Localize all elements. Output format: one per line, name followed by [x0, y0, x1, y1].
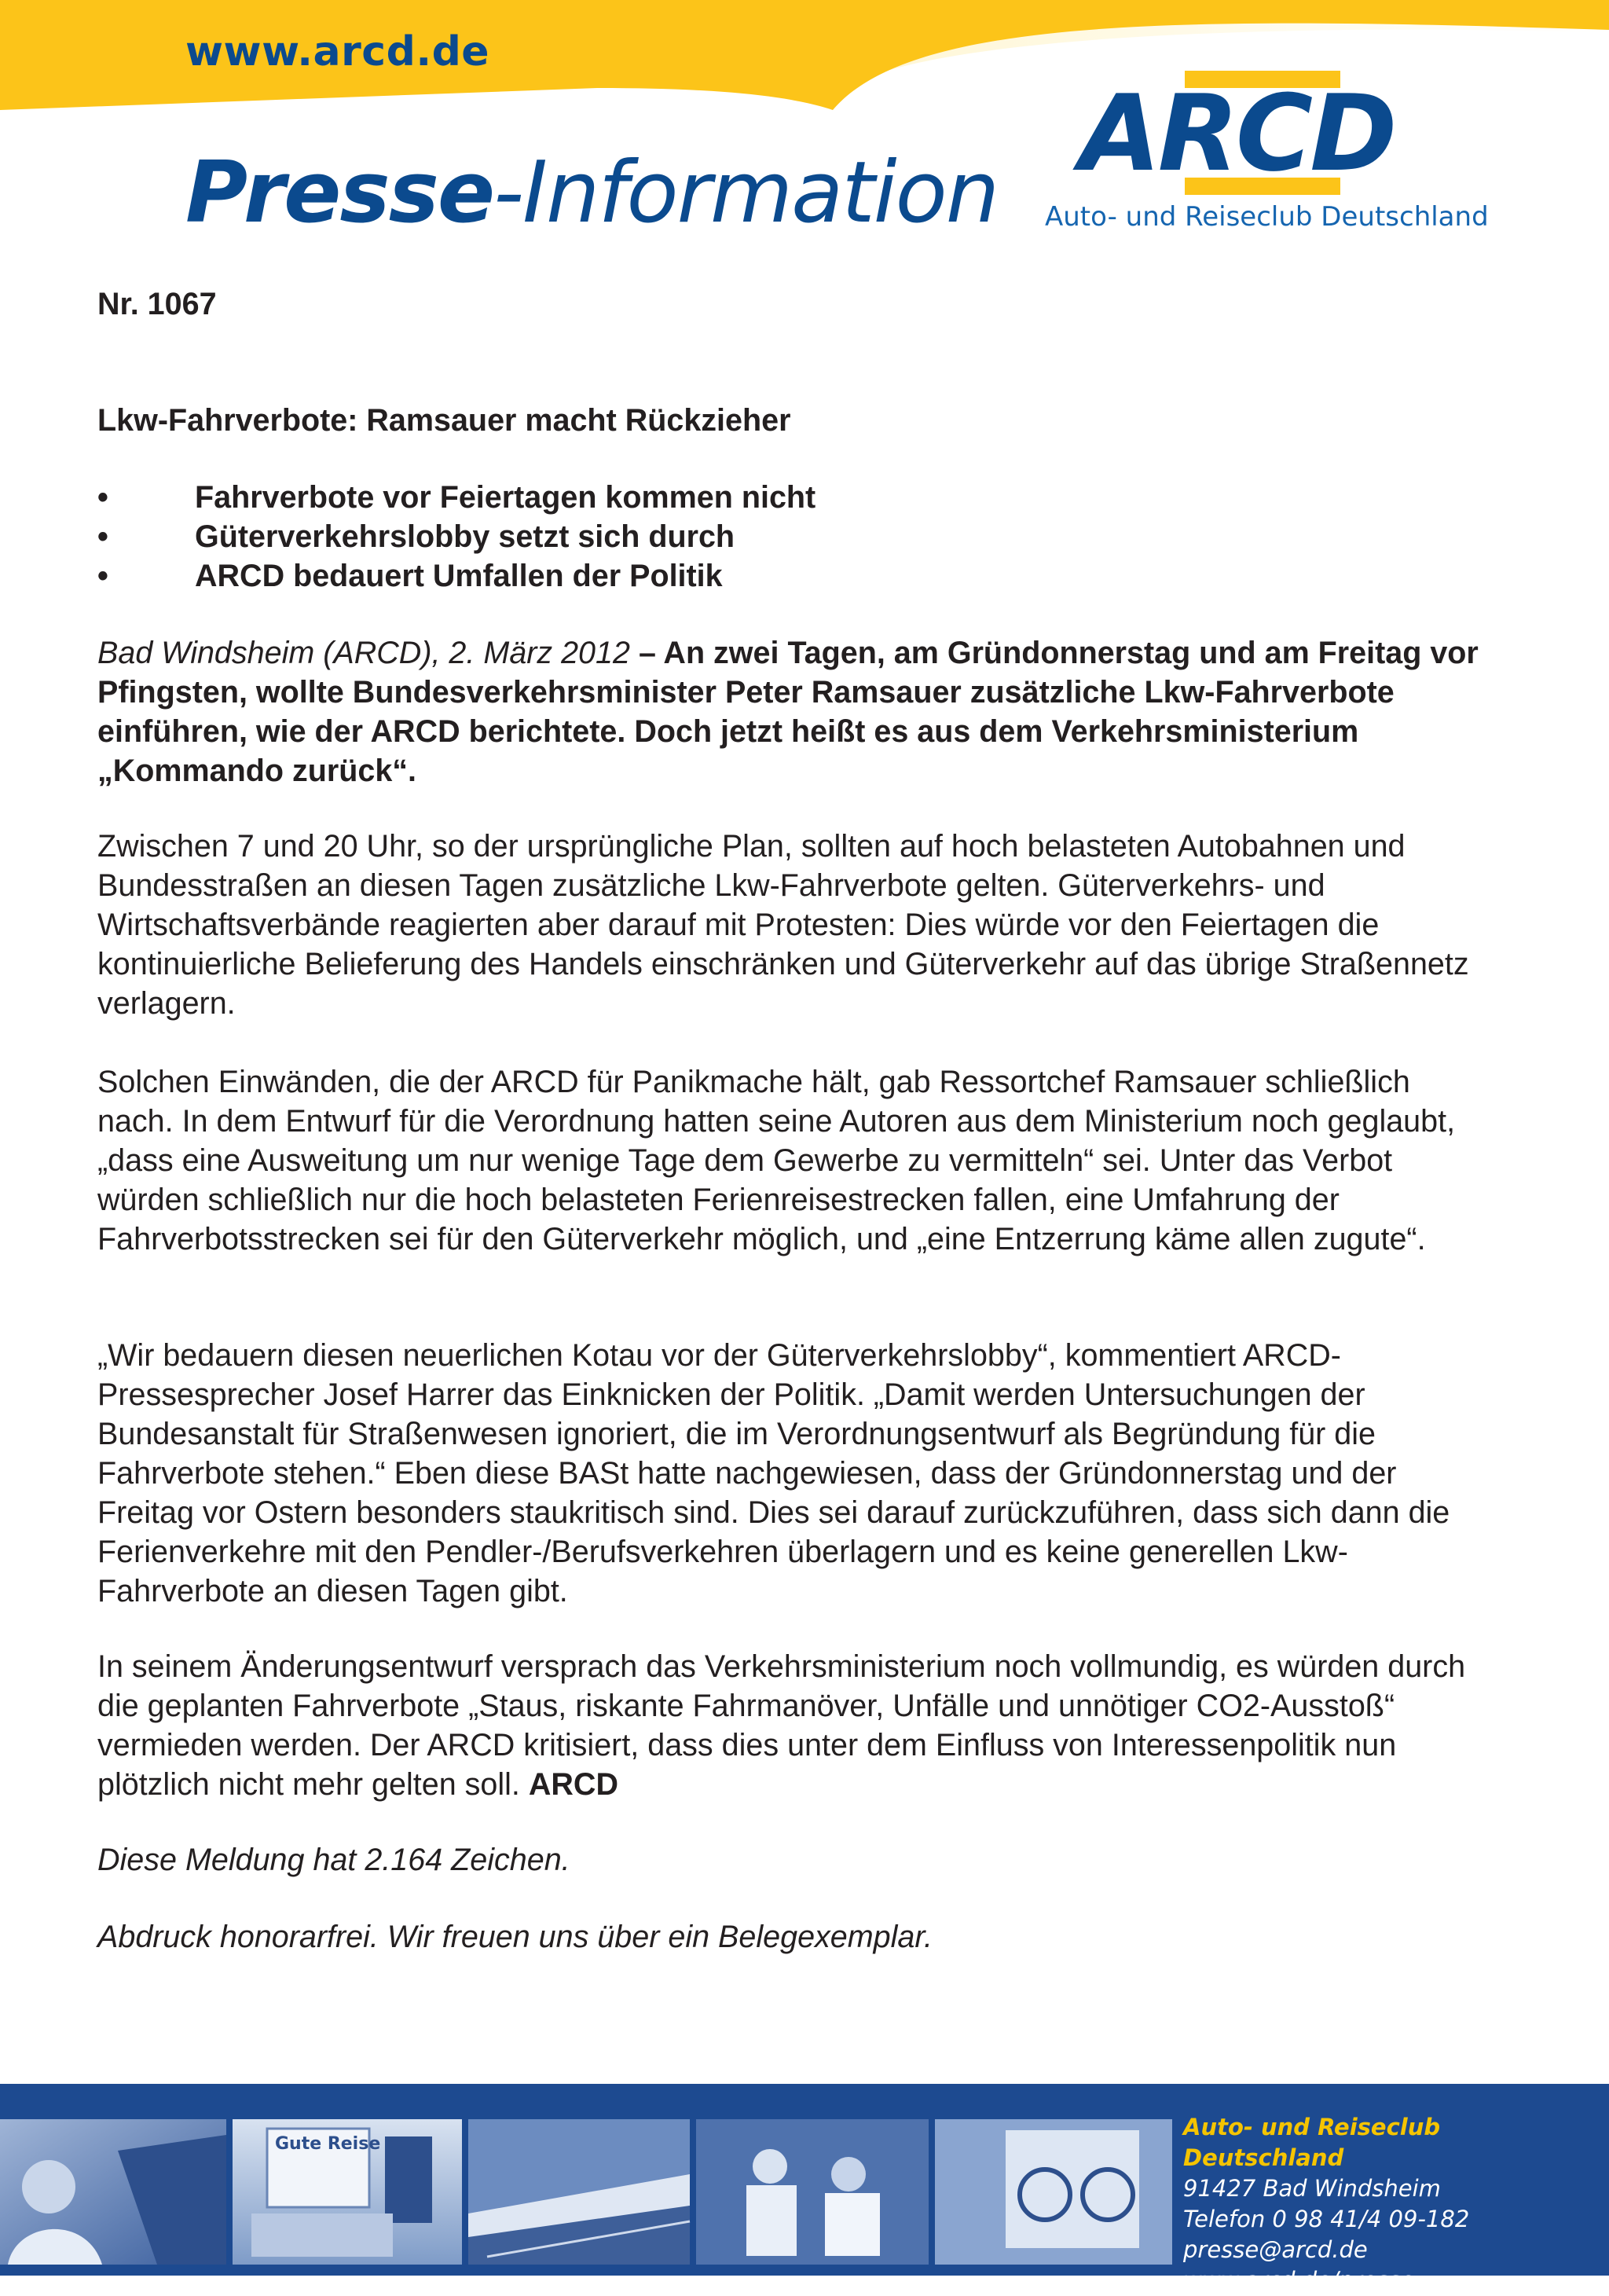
- footer-phone: Telefon 0 98 41/4 09-182: [1183, 2206, 1470, 2232]
- release-number: Nr. 1067: [97, 287, 217, 321]
- footer-web[interactable]: www.arcd.de/presse: [1183, 2267, 1415, 2294]
- title-bold: Presse: [185, 144, 494, 242]
- dateline: Bad Windsheim (ARCD), 2. März 2012: [97, 636, 630, 670]
- list-item: [97, 517, 1480, 556]
- list-item: [97, 556, 1480, 596]
- release-headline: Lkw-Fahrverbote: Ramsauer macht Rückzieher: [97, 403, 791, 438]
- bullet-text: Güterverkehrslobby setzt sich durch: [195, 519, 735, 554]
- title-light: -Information: [493, 144, 999, 242]
- bullet-text: Fahrverbote vor Feiertagen kommen nicht: [195, 480, 816, 515]
- page-title: [185, 144, 999, 242]
- body-paragraph-3: „Wir bedauern diesen neuerlichen Kotau vor der Güterverkehrslobby“, kommentiert ARCD-Pressesprecher Josef Harrer das Einknicken der Politik. „Damit werden Untersuchungen der Bundesanstalt für Straßenwesen ignoriert, die im Verordnungsentwurf als Begründung für die Fahrverbote stehen.“ Eben diese BASt hatte nachgewiesen, dass der Gründonnerstag und der Freitag vor Ostern besonders staukritisch sind. Dies sei darauf zurückzuführen, dass sich dann die Ferienverkehre mit den Pendler-/Berufsverkehren überlagern und es keine generellen Lkw-Fahrverbote an diesen Tagen gibt.: [97, 1338, 1450, 1608]
- body-paragraph-2: Solchen Einwänden, die der ARCD für Panikmache hält, gab Ressortchef Ramsauer schließlich nach. In dem Entwurf für die Verordnung hatten seine Autoren aus dem Ministerium noch geglaubt, „dass eine Ausweitung um nur wenige Tage dem Gewerbe zu vermitteln“ sei. Unter das Verbot würden schließlich nur die hoch belasteten Ferienreisestrecken fallen, eine Umfahrung der Fahrverbotsstrecken sei für den Güterverkehr möglich, und „eine Entzerrung käme allen zugute“.: [97, 1065, 1456, 1256]
- footer-contact: [1183, 2112, 1600, 2296]
- bullet-dot: •: [97, 559, 108, 593]
- lead-paragraph: [97, 633, 1480, 790]
- signature-arcd: ARCD: [528, 1767, 618, 1802]
- footer-org-name: Auto- und Reiseclub Deutschland: [1183, 2114, 1441, 2171]
- character-count-note: Diese Meldung hat 2.164 Zeichen.: [97, 1843, 570, 1877]
- footer-email[interactable]: presse@arcd.de: [1183, 2236, 1368, 2263]
- photo-driver: [0, 2119, 226, 2265]
- photo-brochures: [233, 2119, 462, 2265]
- photo-bicycles: [935, 2119, 1172, 2265]
- page-header: [0, 0, 1609, 283]
- photo-paramedics: [696, 2119, 929, 2265]
- footer-photo-strip: [0, 2119, 1172, 2265]
- brochure-title: Gute Reise: [275, 2134, 381, 2154]
- bullet-list: [97, 478, 1480, 596]
- body-paragraph-4-text: In seinem Änderungsentwurf versprach das Verkehrsministerium noch vollmundig, es würden durch die geplanten Fahrverbote „Staus, riskante Fahrmanöver, Unfälle und unnötiger CO2-Ausstoß“ vermieden werden. Der ARCD kritisiert, dass dies unter dem Einfluss von Interessenpolitik nun plötzlich nicht mehr gelten soll.: [97, 1649, 1466, 1802]
- site-url[interactable]: www.arcd.de: [185, 28, 490, 75]
- body-paragraph-4: [97, 1647, 1480, 1804]
- body-paragraph-1: Zwischen 7 und 20 Uhr, so der ursprüngliche Plan, sollten auf hoch belasteten Autobahnen und Bundesstraßen an diesen Tagen zusätzliche Lkw-Fahrverbote gelten. Güterverkehrs- und Wirtschaftsverbände reagierten aber darauf mit Protesten: Dies würde vor den Feiertagen die kontinuierliche Belieferung des Handels einschränken und Güterverkehr auf das übrige Straßennetz verlagern.: [97, 829, 1469, 1021]
- reprint-note: Abdruck honorarfrei. Wir freuen uns über ein Belegexemplar.: [97, 1920, 933, 1954]
- photo-train: [468, 2119, 690, 2265]
- page-footer: [0, 2084, 1609, 2294]
- bullet-dot: •: [97, 519, 108, 554]
- list-item: [97, 478, 1480, 517]
- logo-subtitle: Auto- und Reiseclub Deutschland: [1045, 201, 1489, 233]
- logo-text: ARCD: [1079, 72, 1395, 195]
- bullet-dot: •: [97, 480, 108, 515]
- footer-city: 91427 Bad Windsheim: [1183, 2175, 1441, 2202]
- bullet-text: ARCD bedauert Umfallen der Politik: [195, 559, 723, 593]
- lead-text: – An zwei Tagen, am Gründonnerstag und am Freitag vor Pfingsten, wollte Bundesverkehrsminister Peter Ramsauer zusätzliche Lkw-Fahrverbote einführen, wie der ARCD berichtete. Doch jetzt heißt es aus dem Verkehrsministerium „Kommando zurück“.: [97, 636, 1479, 788]
